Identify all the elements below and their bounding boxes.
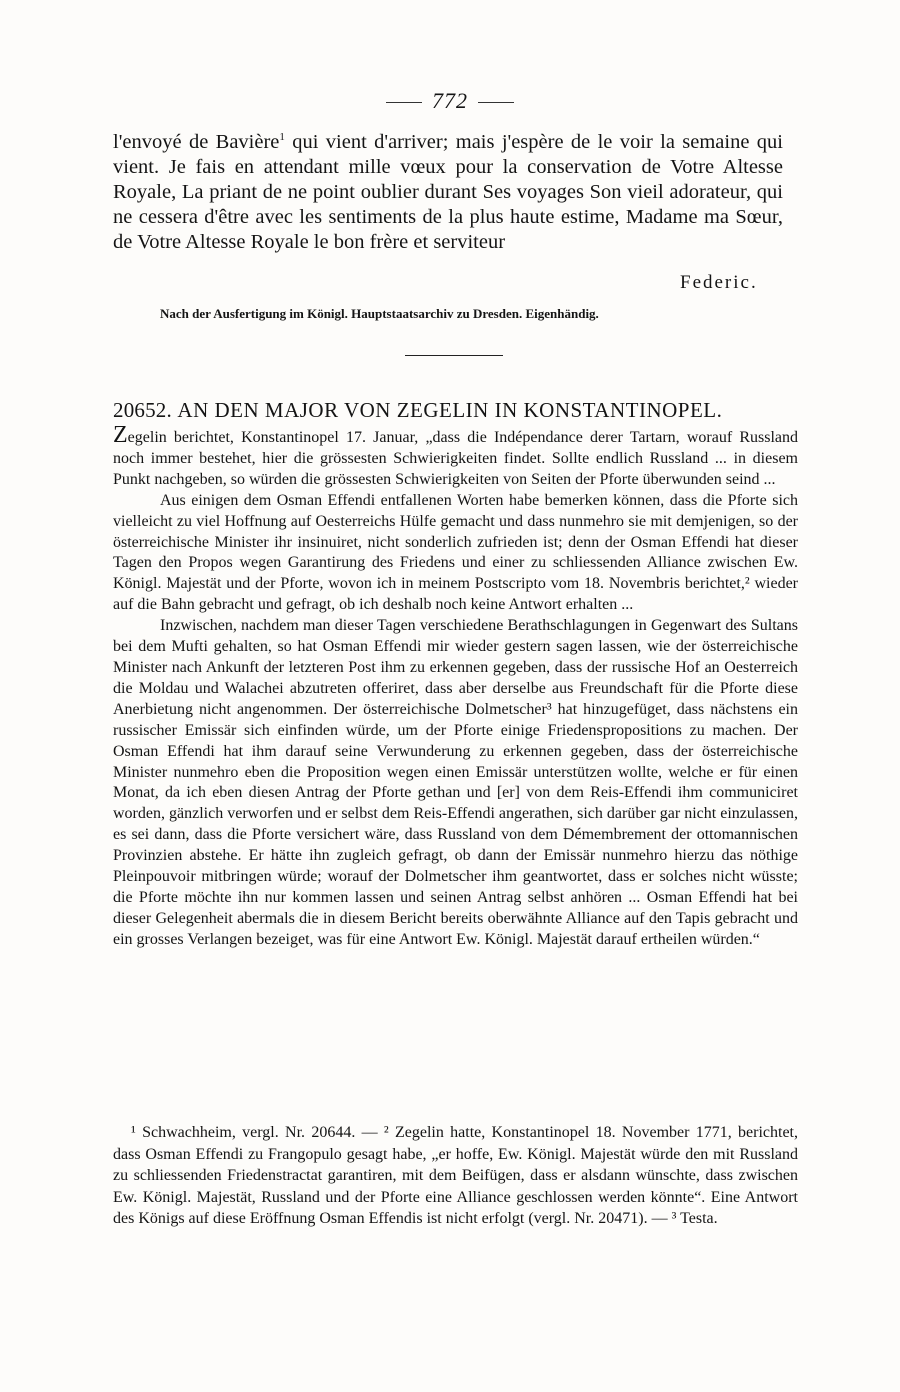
letter-paragraph: Zegelin berichtet, Konstantinopel 17. Januar, „dass die Indépendance derer Tartarn, worauf Russland noch immer bestehet, hier die grössesten Schwierigkeiten findet. Sollte endlich Russland ... in diesem Punkt nachgeben, so würden die grössesten Schwierigkeiten von Seiten der Pforte überwunden seind ... xyxy=(113,422,798,488)
footnotes: ¹ Schwachheim, vergl. Nr. 20644. — ² Zegelin hatte, Konstantinopel 18. November 1771, berichtet, dass Osman Effendi zu Frangopulo gesagt habe, „er hoffe, Ew. Königl. Majestät würde den mit Russland zu schliessenden Friedenstractat garantiren, mit dem Beifügen, dass er alsdann wünschte, dass zwischen Ew. Königl. Majestät, Russland und der Pforte eine Alliance geschlossen werden könnte“. Eine Antwort des Königs auf diese Eröffnung Osman Effendis ist nicht erfolgt (vergl. Nr. 20471). — ³ Testa. xyxy=(113,1124,798,1227)
document-heading xyxy=(113,398,722,423)
initial-letter: Z xyxy=(113,422,128,448)
letter-paragraph: Inzwischen, nachdem man dieser Tagen verschiedene Berathschlagungen in Gegenwart des Sultans bei dem Mufti gehalten, so hat Osman Effendi mir wieder gestern sagen lassen, wie der österreichische Minister nach Ankunft der letzteren Post ihm zu erkennen gegeben, dass der russische Hof an Oesterreich die Moldau und Walachei abzutreten offeriret, dass aber derselbe aus Freundschaft für die Pforte diese Anerbietung nicht angenommen. Der österreichische Dolmetscher³ hat hinzugefüget, dass nächstens ein russischer Emissär sich einfinden würde, um der Pforte einige Friedenspropositions zu machen. Der Osman Effendi hat ihm darauf seine Verwunderung zu erkennen gegeben, dass der österreichische Minister nunmehro eben die Proposition wegen einen Emissär unterstützen wollte, welche er für einen Monat, da ich eben diesen Antrag der Pforte gethan und [er] von dem Reis-Effendi ihm communiciret worden, gänzlich verworfen und er selbst dem Reis-Effendi angerathen, sich darüber gar nicht einzulassen, es sei dann, dass die Pforte versichert wäre, dass Russland von dem Démembrement der ottomannischen Provinzien abstehe. Er hätte ihn zugleich gefragt, ob dann der Emissär nunmehro hierzu das nöthige Pleinpouvoir mitbringen würde; worauf der Dolmetscher ihm geantwortet, dass er solches nicht wüsste; die Pforte möchte ihn nur kommen lassen und seinen Antrag selbst anhören ... Osman Effendi hat bei dieser Gelegenheit abermals die in diesem Bericht bereits oberwähnte Alliance auf den Tapis gebracht und ein grosses Verlangen bezeiget, was für eine Antwort Ew. Königl. Majestät darauf ertheilen würden.“ xyxy=(113,617,798,948)
section-divider xyxy=(405,355,503,356)
document-number: 20652. xyxy=(113,398,172,422)
page-number-dash-left xyxy=(386,102,422,103)
source-note: Nach der Ausfertigung im Königl. Hauptstaatsarchiv zu Dresden. Eigenhändig. xyxy=(160,306,599,321)
page-number-dash-right xyxy=(478,102,514,103)
footnote-mark: 1 xyxy=(279,131,285,144)
page-number: 772 xyxy=(0,88,900,114)
letter-paragraph: Aus einigen dem Osman Effendi entfallenen Worten habe bemerken können, dass die Pforte sich vielleicht zu viel Hoffnung auf Oesterreichs Hülfe gemacht und dass nunmehro sie mit demjenigen, so der österreichische Minister ihr insinuiret, nicht sonderlich zufrieden ist; denn der Osman Effendi hat dieser Tagen den Propos wegen Garantirung des Friedens und einer zu schliessenden Alliance zwischen Ew. Königl. Majestät und der Pforte, wovon ich in meinem Postscripto vom 18. Novembris berichtet,² wieder auf die Bahn gebracht und gefragt, ob ich deshalb noch keine Antwort erhalten ... xyxy=(113,491,798,614)
letter-body xyxy=(113,422,798,951)
signature: Federic. xyxy=(680,272,758,293)
document-title: AN DEN MAJOR VON ZEGELIN IN KONSTANTINOPEL. xyxy=(177,398,723,422)
closing-paragraph: l'envoyé de Bavière$^1$ qui vient d'arriver; mais j'espère de le voir la semaine qui vient. Je fais en attendant mille vœux pour la conservation de Votre Altesse Royale, La priant de ne point oublier durant Ses voyages Son vieil adorateur, qui ne cessera d'être avec les sentiments de la plus haute estime, Madame ma Sœur, de Votre Altesse Royale le bon frère et serviteur xyxy=(113,131,783,253)
